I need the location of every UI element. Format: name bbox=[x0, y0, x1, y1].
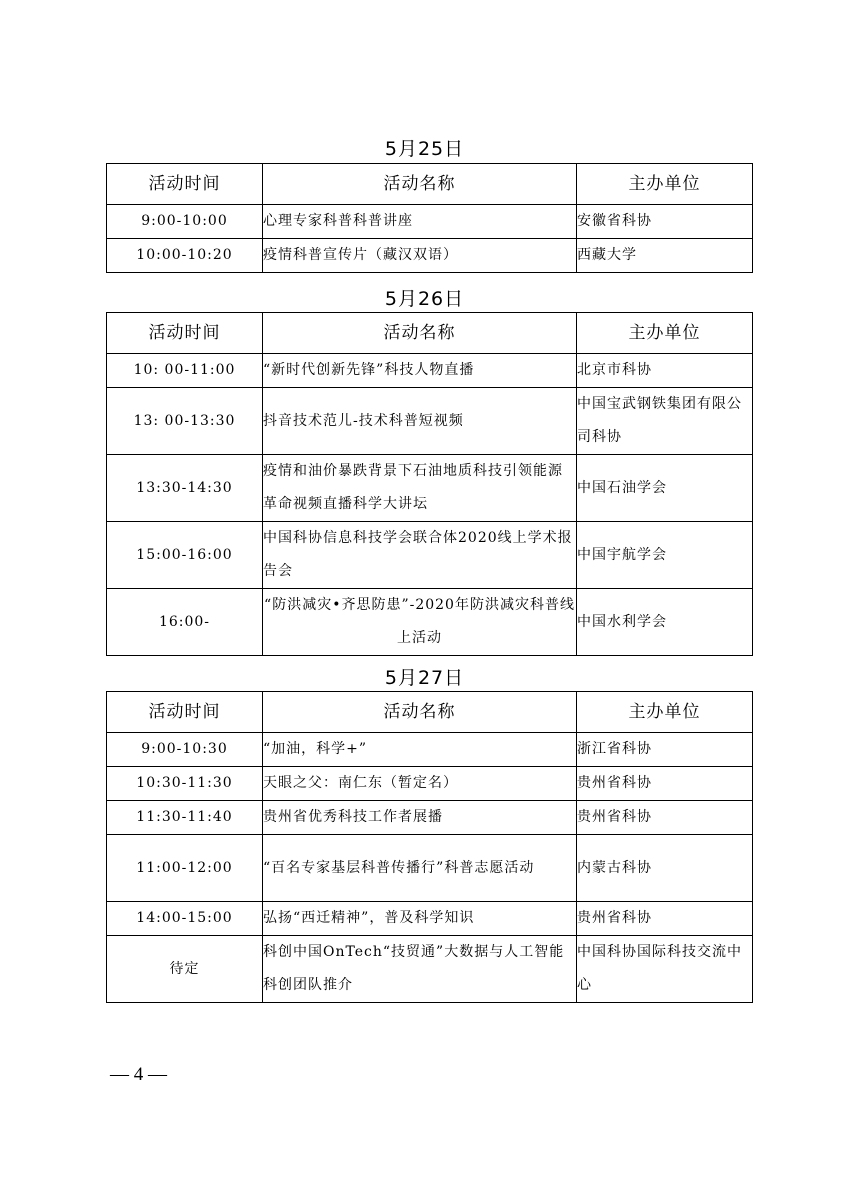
header-org: 主办单位 bbox=[577, 692, 753, 733]
table-row bbox=[107, 902, 753, 936]
activity-name: 弘扬“西迁精神”，普及科学知识 bbox=[263, 902, 577, 936]
table-row bbox=[107, 801, 753, 835]
activity-time: 13: 00-13:30 bbox=[107, 388, 263, 455]
activity-name: 疫情和油价暴跌背景下石油地质科技引领能源革命视频直播科学大讲坛 bbox=[263, 455, 577, 522]
table-row bbox=[107, 354, 753, 388]
schedule-table bbox=[106, 163, 753, 273]
organizer: 中国科协国际科技交流中心 bbox=[577, 936, 753, 1003]
header-time: 活动时间 bbox=[107, 313, 263, 354]
table-row bbox=[107, 455, 753, 522]
table-row bbox=[107, 733, 753, 767]
activity-time: 11:00-12:00 bbox=[107, 835, 263, 902]
activity-name: “百名专家基层科普传播行”科普志愿活动 bbox=[263, 835, 577, 902]
header-time: 活动时间 bbox=[107, 164, 263, 205]
activity-time: 待定 bbox=[107, 936, 263, 1003]
day-title: 5月27日 bbox=[384, 667, 465, 689]
header-time: 活动时间 bbox=[107, 692, 263, 733]
table-header-row bbox=[107, 692, 753, 733]
table-row bbox=[107, 767, 753, 801]
activity-name: “加油，科学+” bbox=[263, 733, 577, 767]
activity-name: 中国科协信息科技学会联合体2020线上学术报告会 bbox=[263, 522, 577, 589]
schedule-table bbox=[106, 691, 753, 1003]
page-number: — 4 — bbox=[110, 1064, 167, 1085]
activity-time: 13:30-14:30 bbox=[107, 455, 263, 522]
organizer: 北京市科协 bbox=[577, 354, 753, 388]
activity-name: 天眼之父：南仁东（暂定名） bbox=[263, 767, 577, 801]
organizer: 西藏大学 bbox=[577, 239, 753, 273]
organizer: 中国石油学会 bbox=[577, 455, 753, 522]
organizer: 贵州省科协 bbox=[577, 801, 753, 835]
table-header-row bbox=[107, 164, 753, 205]
day-title: 5月25日 bbox=[384, 138, 465, 160]
activity-name: 贵州省优秀科技工作者展播 bbox=[263, 801, 577, 835]
organizer: 浙江省科协 bbox=[577, 733, 753, 767]
activity-time: 10:30-11:30 bbox=[107, 767, 263, 801]
table-row bbox=[107, 239, 753, 273]
activity-name: 心理专家科普科普讲座 bbox=[263, 205, 577, 239]
activity-name: “新时代创新先锋”科技人物直播 bbox=[263, 354, 577, 388]
organizer: 中国水利学会 bbox=[577, 589, 753, 656]
day-title: 5月26日 bbox=[384, 288, 465, 310]
organizer: 内蒙古科协 bbox=[577, 835, 753, 902]
organizer: 贵州省科协 bbox=[577, 767, 753, 801]
activity-time: 9:00-10:30 bbox=[107, 733, 263, 767]
schedule-table bbox=[106, 312, 753, 656]
activity-name: 科创中国OnTech“技贸通”大数据与人工智能科创团队推介 bbox=[263, 936, 577, 1003]
activity-name: 抖音技术范儿-技术科普短视频 bbox=[263, 388, 577, 455]
activity-time: 10:00-10:20 bbox=[107, 239, 263, 273]
header-name: 活动名称 bbox=[263, 692, 577, 733]
table-row bbox=[107, 936, 753, 1003]
activity-time: 14:00-15:00 bbox=[107, 902, 263, 936]
table-row bbox=[107, 205, 753, 239]
activity-time: 9:00-10:00 bbox=[107, 205, 263, 239]
header-org: 主办单位 bbox=[577, 313, 753, 354]
organizer: 中国宝武钢铁集团有限公司科协 bbox=[577, 388, 753, 455]
activity-time: 11:30-11:40 bbox=[107, 801, 263, 835]
header-name: 活动名称 bbox=[263, 164, 577, 205]
table-row bbox=[107, 388, 753, 455]
activity-time: 10: 00-11:00 bbox=[107, 354, 263, 388]
organizer: 中国宇航学会 bbox=[577, 522, 753, 589]
activity-name: “防洪减灾•齐思防患”-2020年防洪减灾科普线上活动 bbox=[263, 589, 577, 656]
organizer: 贵州省科协 bbox=[577, 902, 753, 936]
table-row bbox=[107, 522, 753, 589]
activity-name: 疫情科普宣传片（藏汉双语） bbox=[263, 239, 577, 273]
header-org: 主办单位 bbox=[577, 164, 753, 205]
table-row bbox=[107, 835, 753, 902]
activity-time: 15:00-16:00 bbox=[107, 522, 263, 589]
header-name: 活动名称 bbox=[263, 313, 577, 354]
table-header-row bbox=[107, 313, 753, 354]
activity-time: 16:00- bbox=[107, 589, 263, 656]
organizer: 安徽省科协 bbox=[577, 205, 753, 239]
table-row bbox=[107, 589, 753, 656]
